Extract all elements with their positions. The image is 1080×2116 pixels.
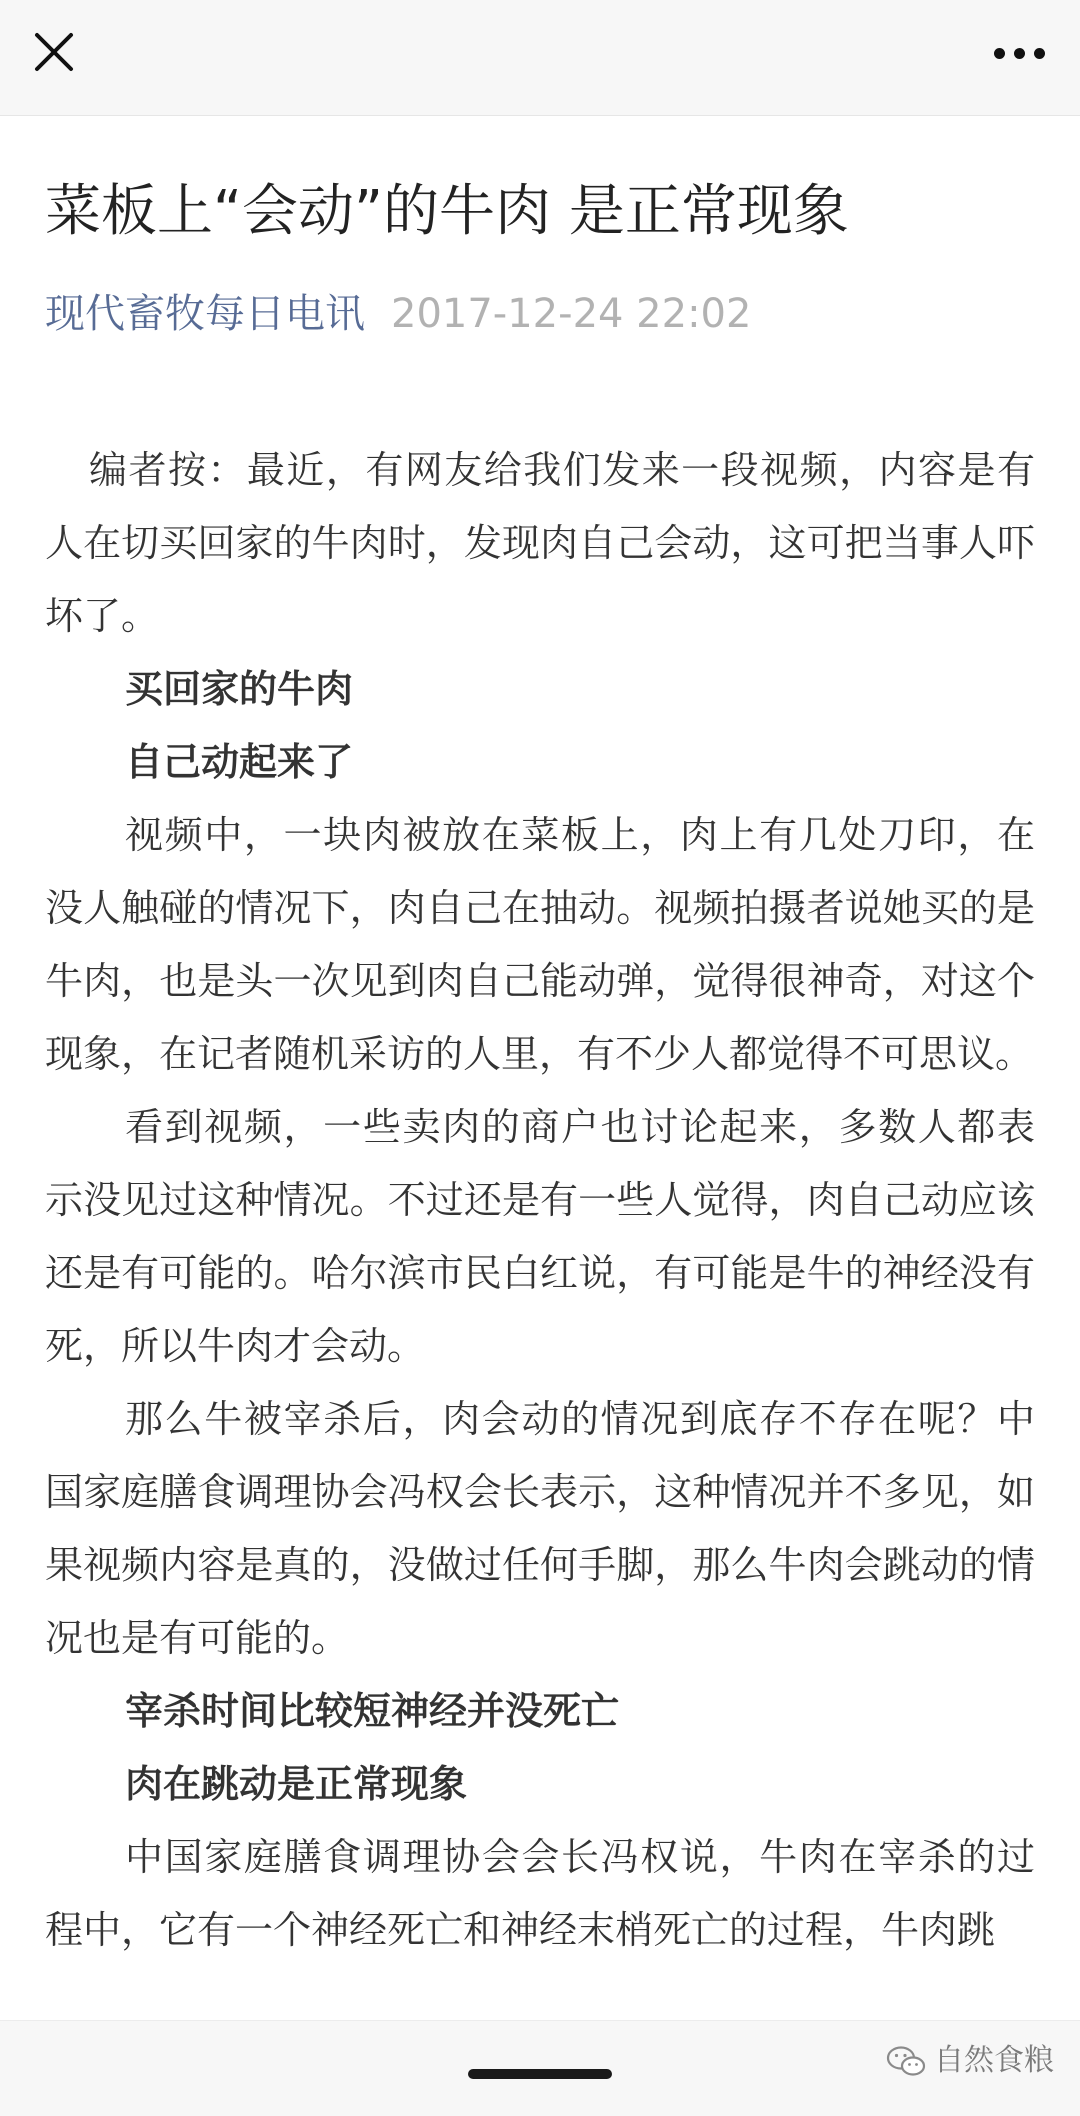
- article-meta: [45, 286, 751, 342]
- account-name-link[interactable]: 现代畜牧每日电讯: [45, 291, 365, 337]
- close-button[interactable]: [22, 20, 86, 84]
- bottom-bar: [0, 2020, 1080, 2116]
- home-indicator[interactable]: [468, 2069, 612, 2079]
- section-heading: 肉在跳动是正常现象: [125, 1762, 468, 1806]
- body-paragraph: 中国家庭膳食调理协会会长冯权说，牛肉在宰杀的过程中，它有一个神经死亡和神经末梢死亡的过程，牛肉跳: [45, 1835, 1035, 1952]
- wechat-icon: [886, 2045, 926, 2079]
- watermark-text: 自然食粮: [934, 2043, 1054, 2078]
- top-navigation-bar: [0, 0, 1080, 116]
- more-button[interactable]: [980, 22, 1060, 82]
- article-content: [45, 434, 1035, 1967]
- body-paragraph: 那么牛被宰杀后，肉会动的情况到底存不存在呢？中国家庭膳食调理协会冯权会长表示，这种情况并不多见，如果视频内容是真的，没做过任何手脚，那么牛肉会跳动的情况也是有可能的。: [45, 1397, 1035, 1660]
- article-title: 菜板上“会动”的牛肉 是正常现象: [45, 179, 849, 244]
- close-icon: [32, 30, 76, 74]
- section-heading: 自己动起来了: [125, 740, 354, 784]
- section-heading: 买回家的牛肉: [125, 667, 354, 711]
- article-body[interactable]: [0, 116, 1080, 2020]
- publish-date: 2017-12-24 22:02: [391, 291, 752, 337]
- section-heading: 宰杀时间比较短神经并没死亡: [125, 1689, 620, 1733]
- source-watermark: [886, 2041, 1054, 2081]
- editor-note-paragraph: 编者按：最近，有网友给我们发来一段视频，内容是有人在切买回家的牛肉时，发现肉自己会动，这可把当事人吓坏了。: [45, 448, 1035, 638]
- body-paragraph: 视频中，一块肉被放在菜板上，肉上有几处刀印，在没人触碰的情况下，肉自己在抽动。视频拍摄者说她买的是牛肉，也是头一次见到肉自己能动弹，觉得很神奇，对这个现象，在记者随机采访的人里，有不少人都觉得不可思议。: [45, 813, 1035, 1076]
- body-paragraph: 看到视频，一些卖肉的商户也讨论起来，多数人都表示没见过这种情况。不过还是有一些人觉得，肉自己动应该还是有可能的。哈尔滨市民白红说，有可能是牛的神经没有死，所以牛肉才会动。: [45, 1105, 1035, 1368]
